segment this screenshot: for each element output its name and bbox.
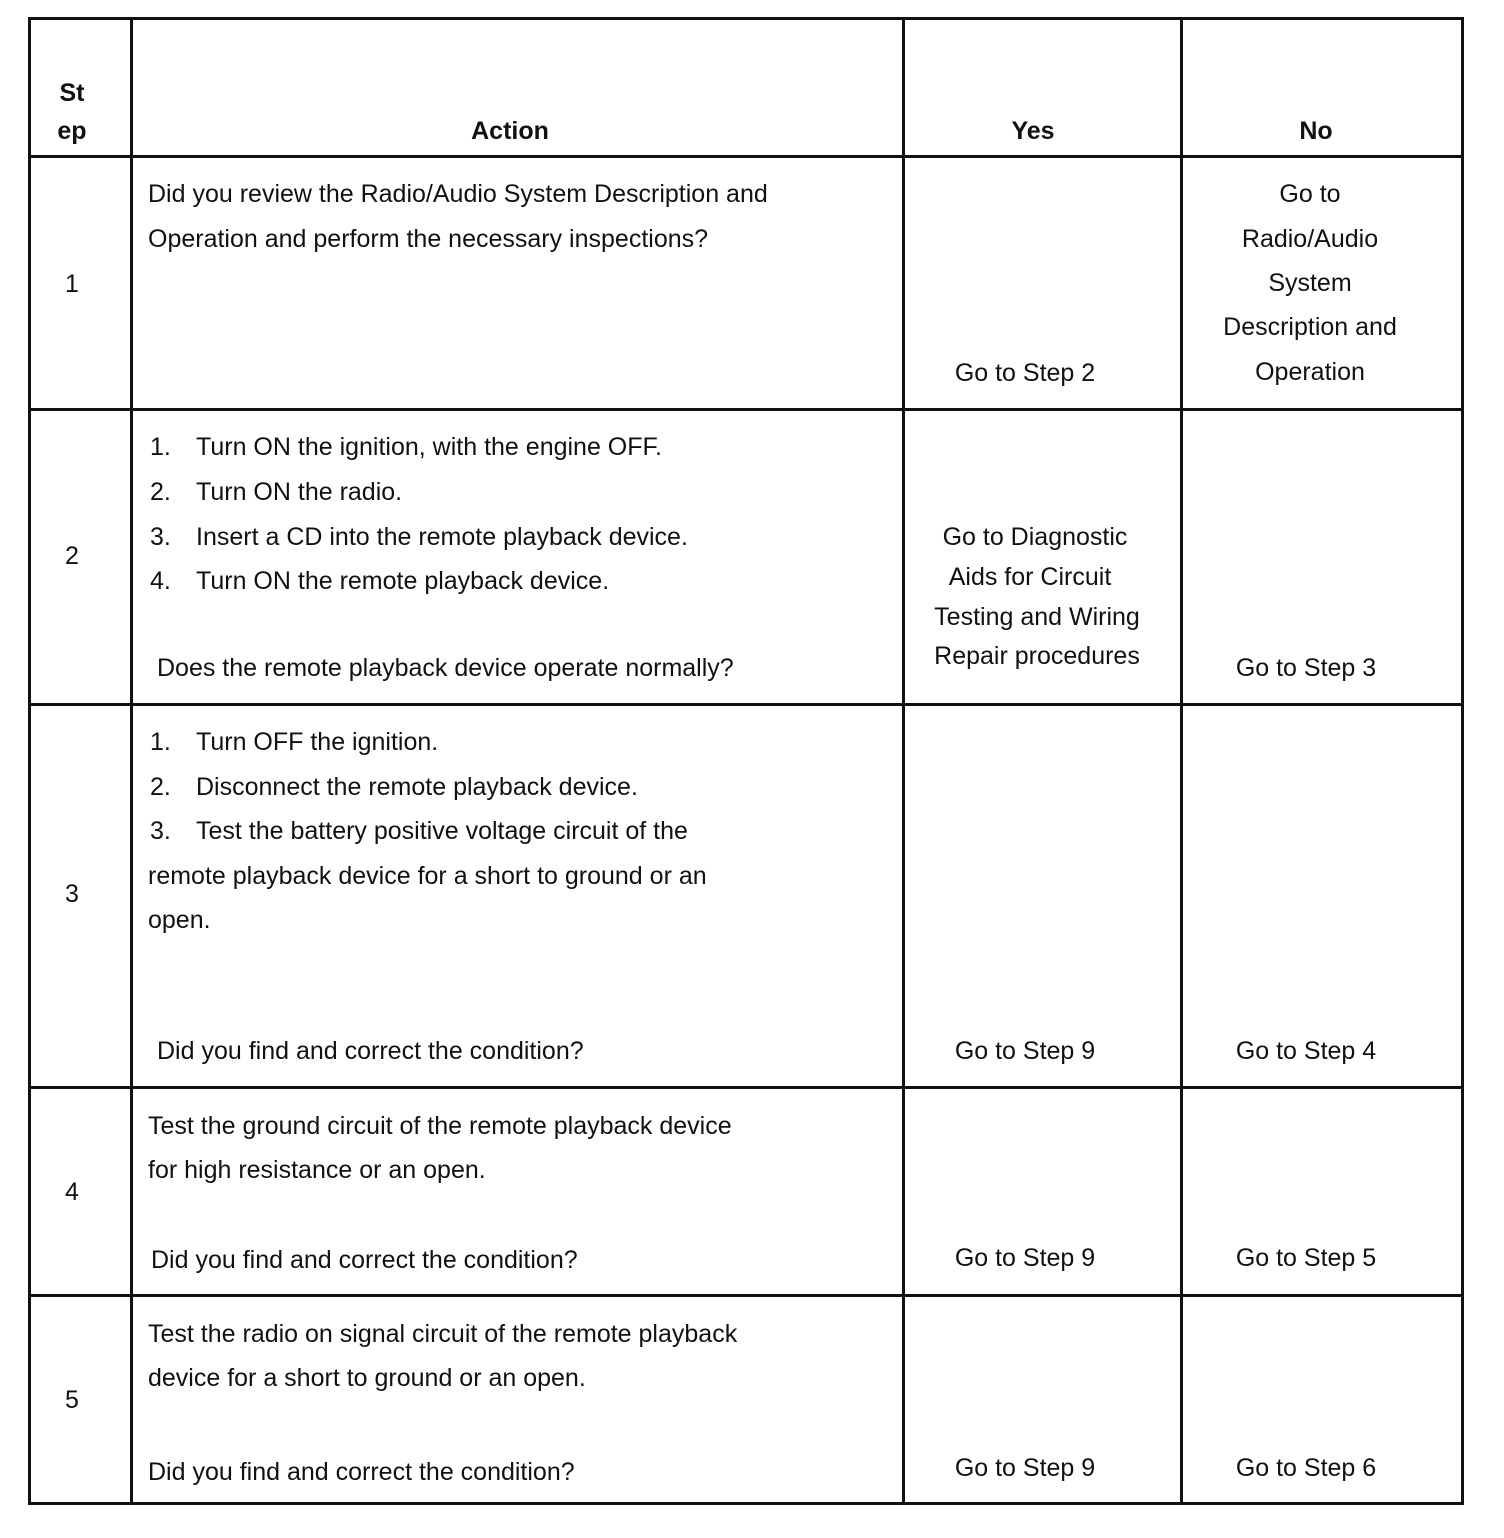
yes-line: Testing and Wiring	[934, 603, 1140, 631]
yes-line: Go to Diagnostic	[942, 523, 1128, 551]
action-line: Did you review the Radio/Audio System Description and	[148, 180, 768, 208]
header-action: Action	[471, 117, 549, 145]
no-line: Operation	[1255, 358, 1365, 386]
no-result-4: Go to Step 5	[1235, 1244, 1377, 1272]
action-line: for high resistance or an open.	[148, 1156, 486, 1184]
row-divider-3	[28, 1086, 1464, 1089]
list-number: 2.	[150, 773, 171, 801]
step-number-2: 2	[65, 542, 79, 570]
header-step-line2: ep	[57, 117, 87, 145]
list-item: Insert a CD into the remote playback device.	[196, 523, 688, 551]
column-divider-yes	[1180, 17, 1183, 1505]
list-item: Turn ON the radio.	[196, 478, 403, 506]
action-line: Test the radio on signal circuit of the remote playback	[148, 1320, 738, 1348]
yes-result-3: Go to Step 9	[954, 1037, 1096, 1065]
step-number-4: 4	[65, 1178, 79, 1206]
step-number-3: 3	[65, 880, 79, 908]
row-divider-4	[28, 1294, 1464, 1297]
header-yes: Yes	[1011, 117, 1055, 145]
question: Did you find and correct the condition?	[151, 1246, 578, 1274]
list-number: 3.	[150, 817, 171, 845]
row-divider-2	[28, 703, 1464, 706]
table-border-top	[28, 17, 1464, 20]
yes-result-4: Go to Step 9	[954, 1244, 1096, 1272]
table-border-left	[28, 17, 31, 1505]
list-item: Turn ON the remote playback device.	[196, 567, 610, 595]
table-border-bottom	[28, 1502, 1464, 1505]
list-item: Turn ON the ignition, with the engine OFF.	[196, 433, 662, 461]
yes-line: Aids for Circuit	[948, 563, 1112, 591]
no-line: System	[1268, 269, 1352, 297]
no-line: Radio/Audio	[1241, 225, 1379, 253]
column-divider-action	[902, 17, 905, 1505]
no-result-1	[1200, 174, 1420, 392]
list-number: 1.	[150, 728, 171, 756]
action-line: Operation and perform the necessary inspections?	[148, 225, 709, 253]
step-number-5: 5	[65, 1386, 79, 1414]
no-result-5: Go to Step 6	[1235, 1454, 1377, 1482]
list-item: Test the battery positive voltage circuit of the	[196, 817, 688, 845]
yes-result-1: Go to Step 2	[954, 359, 1096, 387]
table-border-right	[1461, 17, 1464, 1505]
action-line: remote playback device for a short to ground or an	[148, 862, 707, 890]
question: Did you find and correct the condition?	[148, 1458, 575, 1486]
row-divider-1	[28, 408, 1464, 411]
action-line: Test the ground circuit of the remote playback device	[148, 1112, 732, 1140]
list-item: Turn OFF the ignition.	[196, 728, 439, 756]
list-number: 4.	[150, 567, 171, 595]
list-number: 1.	[150, 433, 171, 461]
no-line: Go to	[1279, 180, 1341, 208]
no-line: Description and	[1223, 313, 1397, 341]
column-divider-step	[130, 17, 133, 1505]
question: Does the remote playback device operate normally?	[157, 654, 734, 682]
yes-line: Repair procedures	[934, 642, 1140, 670]
no-result-3: Go to Step 4	[1235, 1037, 1377, 1065]
list-item: Disconnect the remote playback device.	[196, 773, 638, 801]
action-line: device for a short to ground or an open.	[148, 1364, 586, 1392]
header-step-line1: St	[59, 79, 85, 107]
list-number: 3.	[150, 523, 171, 551]
question: Did you find and correct the condition?	[157, 1037, 584, 1065]
no-result-2: Go to Step 3	[1235, 654, 1377, 682]
header-no: No	[1299, 117, 1333, 145]
action-line: open.	[148, 906, 211, 934]
header-divider	[28, 155, 1464, 158]
step-number-1: 1	[65, 270, 79, 298]
list-number: 2.	[150, 478, 171, 506]
yes-result-5: Go to Step 9	[954, 1454, 1096, 1482]
